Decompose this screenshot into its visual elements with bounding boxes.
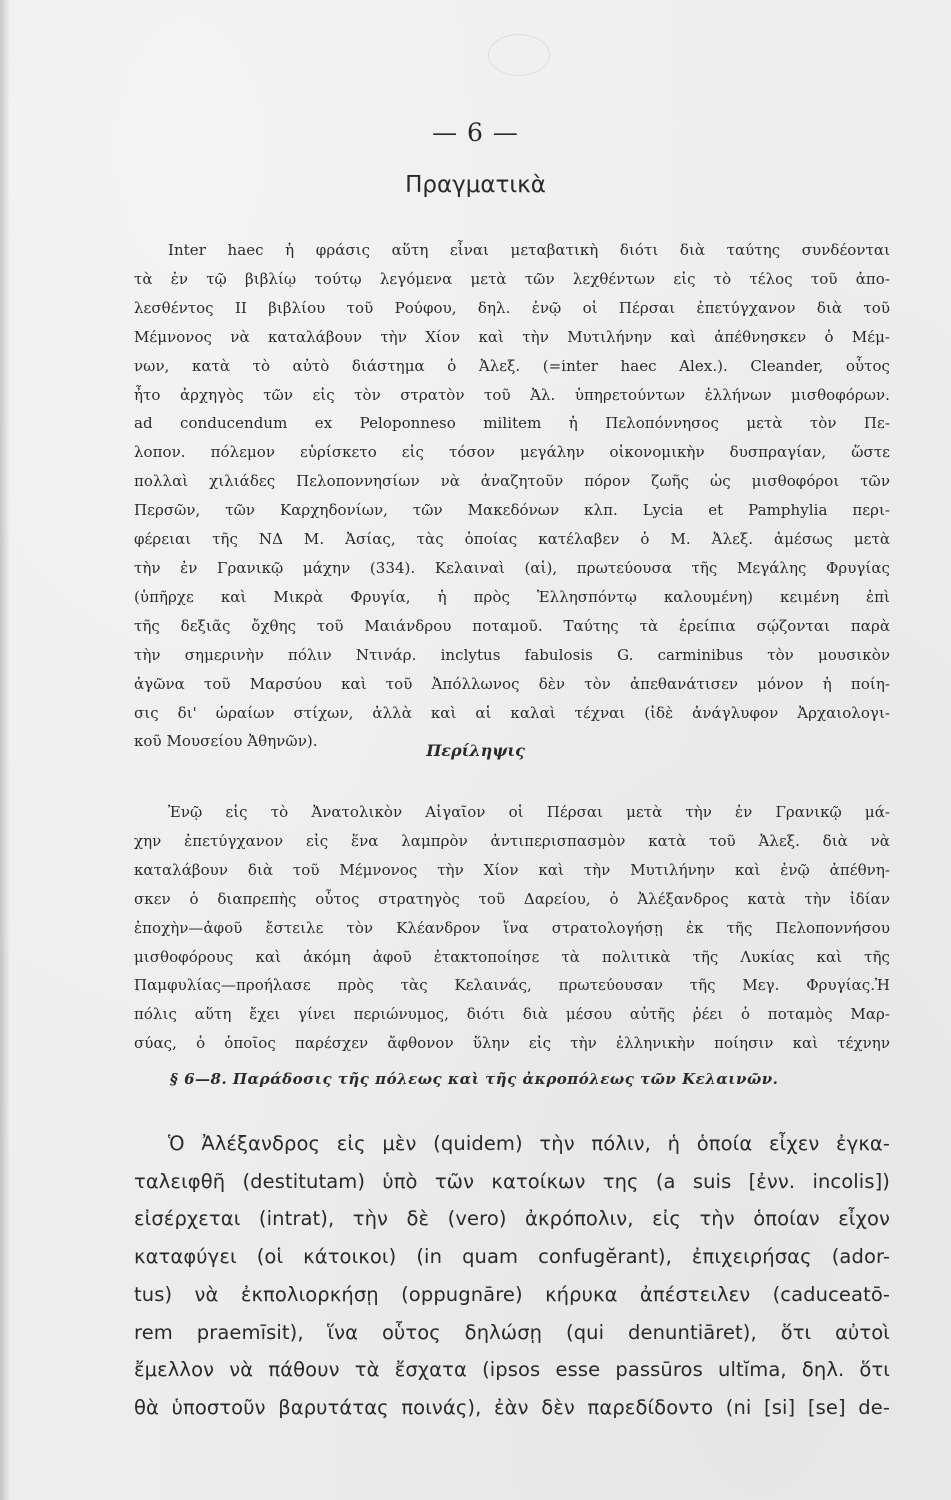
text-line: τὴν σημερινὴν πόλιν Ντινάρ. inclytus fabulosis G. carminibus τὸν μουσικὸν [134,645,890,664]
text-line: πολλαὶ χιλιάδες Πελοποννησίων νὰ ἀναζητοῦν πόρον ζωῆς ὡς μισθοφόροι τῶν [134,472,890,491]
text-line: τὰ ἐν τῷ βιβλίῳ τούτῳ λεγόμενα μετὰ τῶν λεχθέντων εἰς τὸ τέλος τοῦ ἀπο- [134,269,890,288]
section-title: Πραγματικὰ [405,172,546,198]
summary-block [134,798,890,1058]
text-line: Inter haec ἡ φράσις αὕτη εἶναι μεταβατικὴ διότι διὰ ταύτης συνδέονται [168,241,890,259]
text-line: εἰσέρχεται (intrat), τὴν δὲ (vero) ἀκρόπολιν, εἰς τὴν ὁποίαν εἶχον [134,1207,890,1231]
text-line: Ἐνῷ εἰς τὸ Ἀνατολικὸν Αἰγαῖον οἱ Πέρσαι μετὰ τὴν ἐν Γρανικῷ μά- [168,803,890,821]
text-line: κοῦ Μουσείου Ἀθηνῶν). [134,732,318,751]
text-line: (ὑπῆρχε καὶ Μικρὰ Φρυγία, ἡ πρὸς Ἑλλησπόντῳ καλουμένη) κειμένη ἐπὶ [134,587,890,606]
subsection-heading: § 6—8. Παράδοσις τῆς πόλεως καὶ τῆς ἀκροπόλεως τῶν Κελαινῶν. [170,1070,779,1088]
main-text-block [134,1125,890,1427]
text-line: θὰ ὑποστοῦν βαρυτάτας ποινάς), ἐὰν δὲν παρεδίδοντο (ni [si] [se] de- [134,1395,890,1419]
text-line: πόλις αὕτη ἔχει γίνει περιώνυμος, διότι διὰ μέσου αὐτῆς ῥέει ὁ ποταμὸς Μαρ- [134,1005,890,1024]
text-line: rem praemīsit), ἵνα οὗτος δηλώσῃ (qui denuntiāret), ὅτι αὐτοὶ [134,1320,890,1344]
text-line: μισθοφόρους καὶ ἀκόμη ἀφοῦ ἐτακτοποίησε τὰ πολιτικὰ τῆς Λυκίας καὶ τῆς [134,947,890,966]
text-line: σκεν ὁ διαπρεπὴς οὗτος στρατηγὸς τοῦ Δαρείου, ὁ Ἀλέξανδρος κατὰ τὴν ἰδίαν [134,889,890,908]
text-line: ταλειφθῆ (destitutam) ὑπὸ τῶν κατοίκων της (a suis [ἐνν. incolis]) [134,1169,890,1193]
commentary-block [134,236,890,756]
text-line: νων, κατὰ τὸ αὐτὸ διάστημα ὁ Ἀλεξ. (=inter haec Alex.). Cleander, οὗτος [134,356,890,375]
text-line: tus) νὰ ἐκπολιορκήσῃ (oppugnāre) κήρυκα ἀπέστειλεν (caduceatō- [134,1282,890,1306]
text-line: ἐποχὴν—ἀφοῦ ἔστειλε τὸν Κλέανδρον ἵνα στρατολογήσῃ ἐκ τῆς Πελοποννήσου [134,918,890,937]
text-line: ἀγῶνα τοῦ Μαρσύου καὶ τοῦ Ἀπόλλωνος δὲν τὸν ἀπεθανάτισεν μόνον ἡ ποίη- [134,674,890,693]
text-line: λεσθέντος II βιβλίου τοῦ Ρούφου, δηλ. ἐνῷ οἱ Πέρσαι ἐπετύγχανον διὰ τοῦ [134,298,890,317]
text-line: καταφύγει (οἱ κάτοικοι) (in quam confugĕrant), ἐπιχειρήσας (ador- [134,1245,890,1269]
text-line: φέρειαι τῆς ΝΔ Μ. Ἀσίας, τὰς ὁποίας κατέλαβεν ὁ Μ. Ἀλεξ. ἀμέσως μετὰ [134,530,890,549]
text-line: ἦτο ἀρχηγὸς τῶν εἰς τὸν στρατὸν τοῦ Ἀλ. ὑπηρετούντων ἑλλήνων μισθοφόρων. [134,385,890,404]
text-line: σις δι' ὡραίων στίχων, ἀλλὰ καὶ αἱ καλαὶ τέχναι (ἰδὲ ἀνάγλυφον Ἀρχαιολογι- [134,703,890,722]
text-line: λοπον. πόλεμον εὑρίσκετο εἰς τόσον μεγάλην οἰκονομικὴν δυσπραγίαν, ὥστε [134,443,890,462]
paper-stain [488,34,550,76]
text-line: Μέμνονος νὰ καταλάβουν τὴν Χίον καὶ τὴν Μυτιλήνην καὶ ἀπέθνησκεν ὁ Μέμ- [134,327,890,346]
text-line: σύας, ὁ ὁποῖος παρέσχεν ἄφθονον ὕλην εἰς τὴν ἑλληνικὴν ποίησιν καὶ τέχνην [134,1034,890,1053]
text-line: τὴν ἐν Γρανικῷ μάχην (334). Κελαιναὶ (αἱ), πρωτεύουσα τῆς Μεγάλης Φρυγίας [134,558,890,577]
page-number: — 6 — [432,118,519,147]
text-line: χην ἐπετύγχανον εἰς ἕνα λαμπρὸν ἀντιπερισπασμὸν κατὰ τοῦ Ἀλεξ. διὰ νὰ [134,831,890,850]
text-line: ad conducendum ex Peloponneso militem ἡ Πελοπόννησος μετὰ τὸν Πε- [134,414,890,433]
text-line: Παμφυλίας—προήλασε πρὸς τὰς Κελαινάς, πρωτεύουσαν τῆς Μεγ. Φρυγίας.Ἡ [134,976,890,995]
text-line: καταλάβουν διὰ τοῦ Μέμνονος τὴν Χίον καὶ τὴν Μυτιλήνην καὶ ἐνῷ ἀπέθνη- [134,860,890,879]
text-line: τῆς δεξιᾶς ὄχθης τοῦ Μαιάνδρου ποταμοῦ. Ταύτης τὰ ἐρείπια σῴζονται παρὰ [134,616,890,635]
summary-heading: Περίληψις [426,741,525,760]
text-line: Περσῶν, τῶν Καρχηδονίων, τῶν Μακεδόνων κλπ. Lycia et Pamphylia περι- [134,501,890,520]
text-line: ἔμελλον νὰ πάθουν τὰ ἔσχατα (ipsos esse passūros ultĭma, δηλ. ὅτι [134,1358,890,1382]
text-line: Ὁ Ἀλέξανδρος εἰς μὲν (quidem) τὴν πόλιν, ἡ ὁποία εἶχεν ἐγκα- [168,1132,890,1155]
